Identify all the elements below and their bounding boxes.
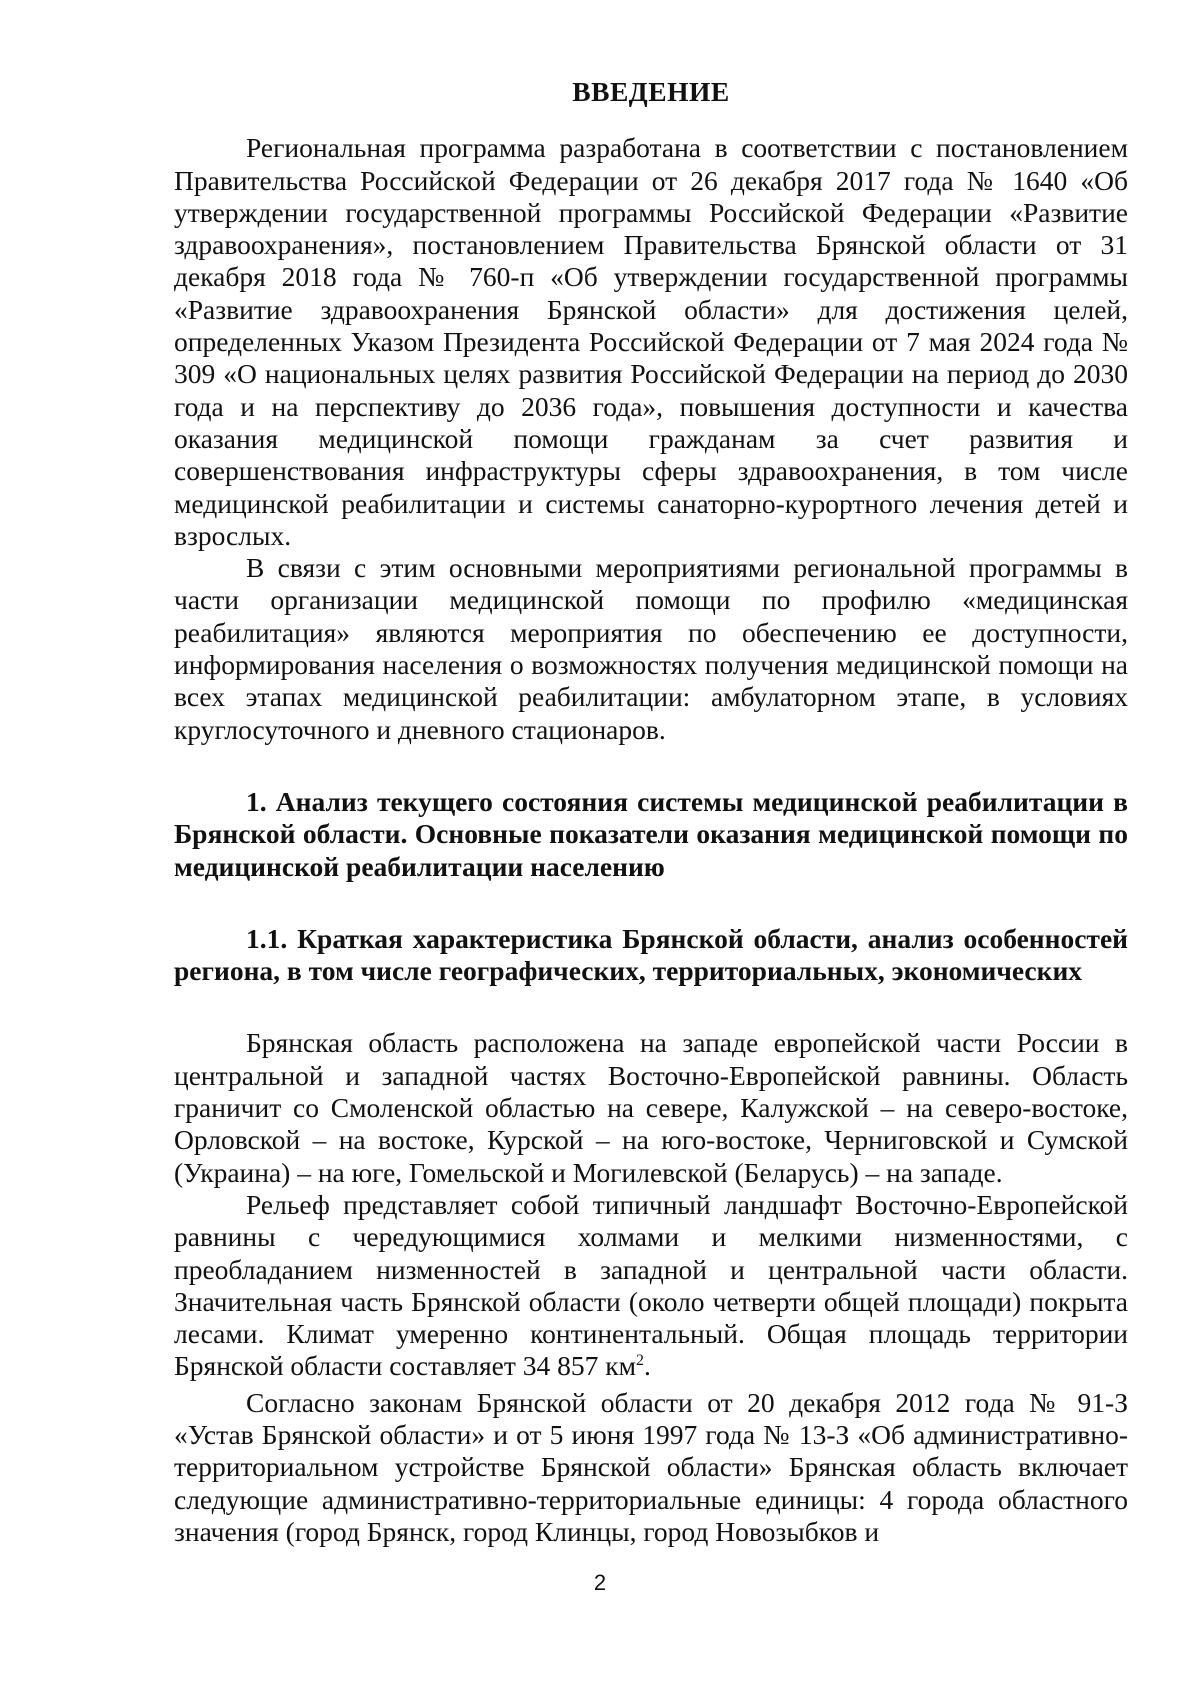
intro-paragraph-1: Региональная программа разработана в соответствии с постановлением Правительства Российской Федерации от 26 декабря 2017 года № 1640 «Об утверждении государственной программы Российской Федерации «Развитие здравоохранения», постановлением Правительства Брянской области от 31 декабря 2018 года № 760-п «Об утверждении государственной программы «Развитие здравоохранения Брянской области» для достижения целей, определенных Указом Президента Российской Федерации от 7 мая 2024 года № 309 «О национальных целях развития Российской Федерации на период до 2030 года и на перспективу до 2036 года», повышения доступности и качества оказания медицинской помощи гражданам за счет развития и совершенствования инфраструктуры сферы здравоохранения, в том числе медицинской реабилитации и системы санаторно-курортного лечения детей и взрослых. <box>174 132 1128 551</box>
paragraph-2-end: . <box>643 1350 651 1382</box>
paragraph-2-text: Рельеф представляет собой типичный ландшафт Восточно-Европейской равнины с чередующимися холмами и мелкими низменностями, с преобладанием низменностей в западной и центральной части области. Значительная часть Брянской области (около четверти общей площади) покрыта лесами. Климат умеренно континентальный. Общая площадь территории Брянской области составляет 34 857 км <box>174 1188 1128 1382</box>
superscript-2: 2 <box>635 1352 644 1370</box>
document-title: ВВЕДЕНИЕ <box>572 76 730 107</box>
intro-paragraph-2: В связи с этим основными мероприятиями региональной программы в части организации медицинской помощи по профилю «медицинская реабилитация» являются мероприятия по обеспечению ее доступности, информирования населения о возможностях получения медицинской помощи на всех этапах медицинской реабилитации: амбулаторном этапе, в условиях круглосуточного и дневного стационаров. <box>174 552 1128 745</box>
section-1-1-paragraph-2 <box>174 1189 1128 1383</box>
section-1-1-paragraph-3: Согласно законам Брянской области от 20 декабря 2012 года № 91-З «Устав Брянской области» и от 5 июня 1997 года № 13-З «Об административно-территориальном устройстве Брянской области» Брянская область включает следующие административно-территориальные единицы: 4 города областного значения (город Брянск, город Клинцы, город Новозыбков и <box>174 1386 1128 1547</box>
section-1-heading: 1. Анализ текущего состояния системы медицинской реабилитации в Брянской области. Основные показатели оказания медицинской помощи по медицинской реабилитации населению <box>174 785 1128 882</box>
section-1-1-paragraph-1: Брянская область расположена на западе европейской части России в центральной и западной частях Восточно-Европейской равнины. Область граничит со Смоленской областью на севере, Калужской – на северо-востоке, Орловской – на востоке, Курской – на юго-востоке, Черниговской и Сумской (Украина) – на юге, Гомельской и Могилевской (Беларусь) – на западе. <box>174 1027 1128 1188</box>
page-content <box>174 76 1128 1548</box>
page-number: 2 <box>593 1570 607 1595</box>
section-1-1-heading: 1.1. Краткая характеристика Брянской области, анализ особенностей региона, в том числе географических, территориальных, экономических <box>174 922 1128 987</box>
